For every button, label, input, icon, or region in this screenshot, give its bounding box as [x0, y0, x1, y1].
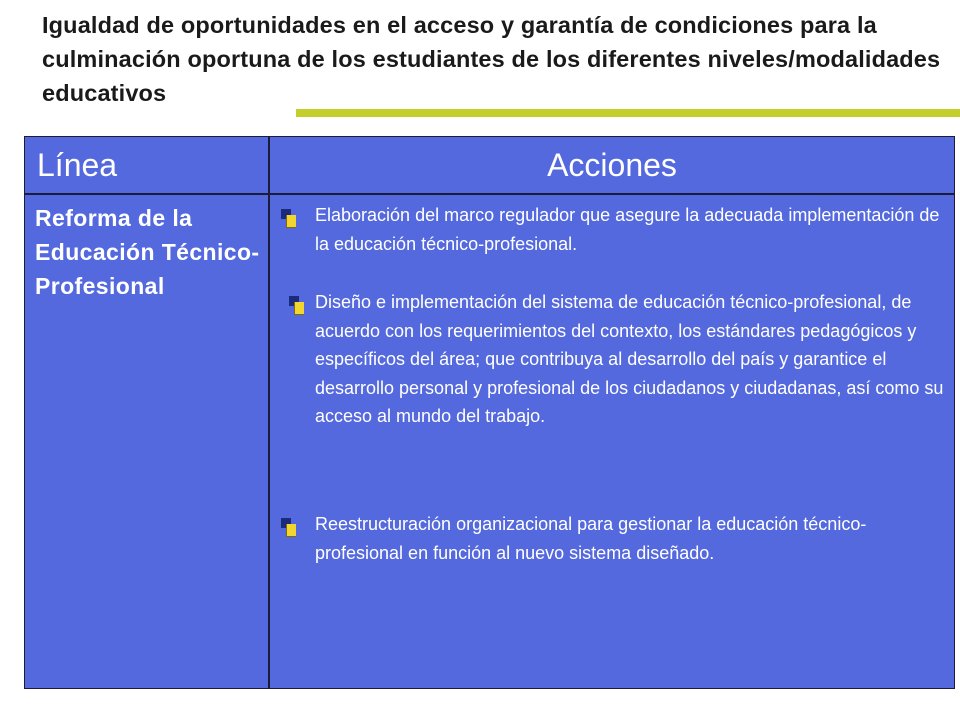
- header-divider: [25, 193, 954, 195]
- square-bullet-icon: [281, 518, 297, 540]
- header-actions: Acciones: [547, 146, 677, 183]
- title-underline: [296, 109, 960, 117]
- header-line: Línea: [37, 146, 118, 183]
- action-text: Elaboración del marco regulador que asegure la adecuada implementación de la educación técnico-profesional.: [315, 205, 940, 254]
- action-text: Reestructuración organizacional para gestionar la educación técnico-profesional en función al nuevo sistema diseñado.: [315, 514, 867, 563]
- line-cell: Reforma de la Educación Técnico-Profesional: [35, 205, 260, 299]
- actions-table: [24, 136, 955, 689]
- slide-title: Igualdad de oportunidades en el acceso y garantía de condiciones para la culminación oportuna de los estudiantes de los diferentes niveles/modalidades educativos: [42, 12, 941, 106]
- square-bullet-icon: [289, 296, 305, 318]
- square-bullet-icon: [281, 209, 297, 231]
- column-divider: [268, 137, 270, 688]
- action-text: Diseño e implementación del sistema de educación técnico-profesional, de acuerdo con los requerimientos del contexto, los estándares pedagógicos y específicos del área; que contribuya al desarrollo del país y garantice el desarrollo personal y profesional de los ciudadanos y ciudadanas, así como su acceso al mundo del trabajo.: [315, 292, 944, 426]
